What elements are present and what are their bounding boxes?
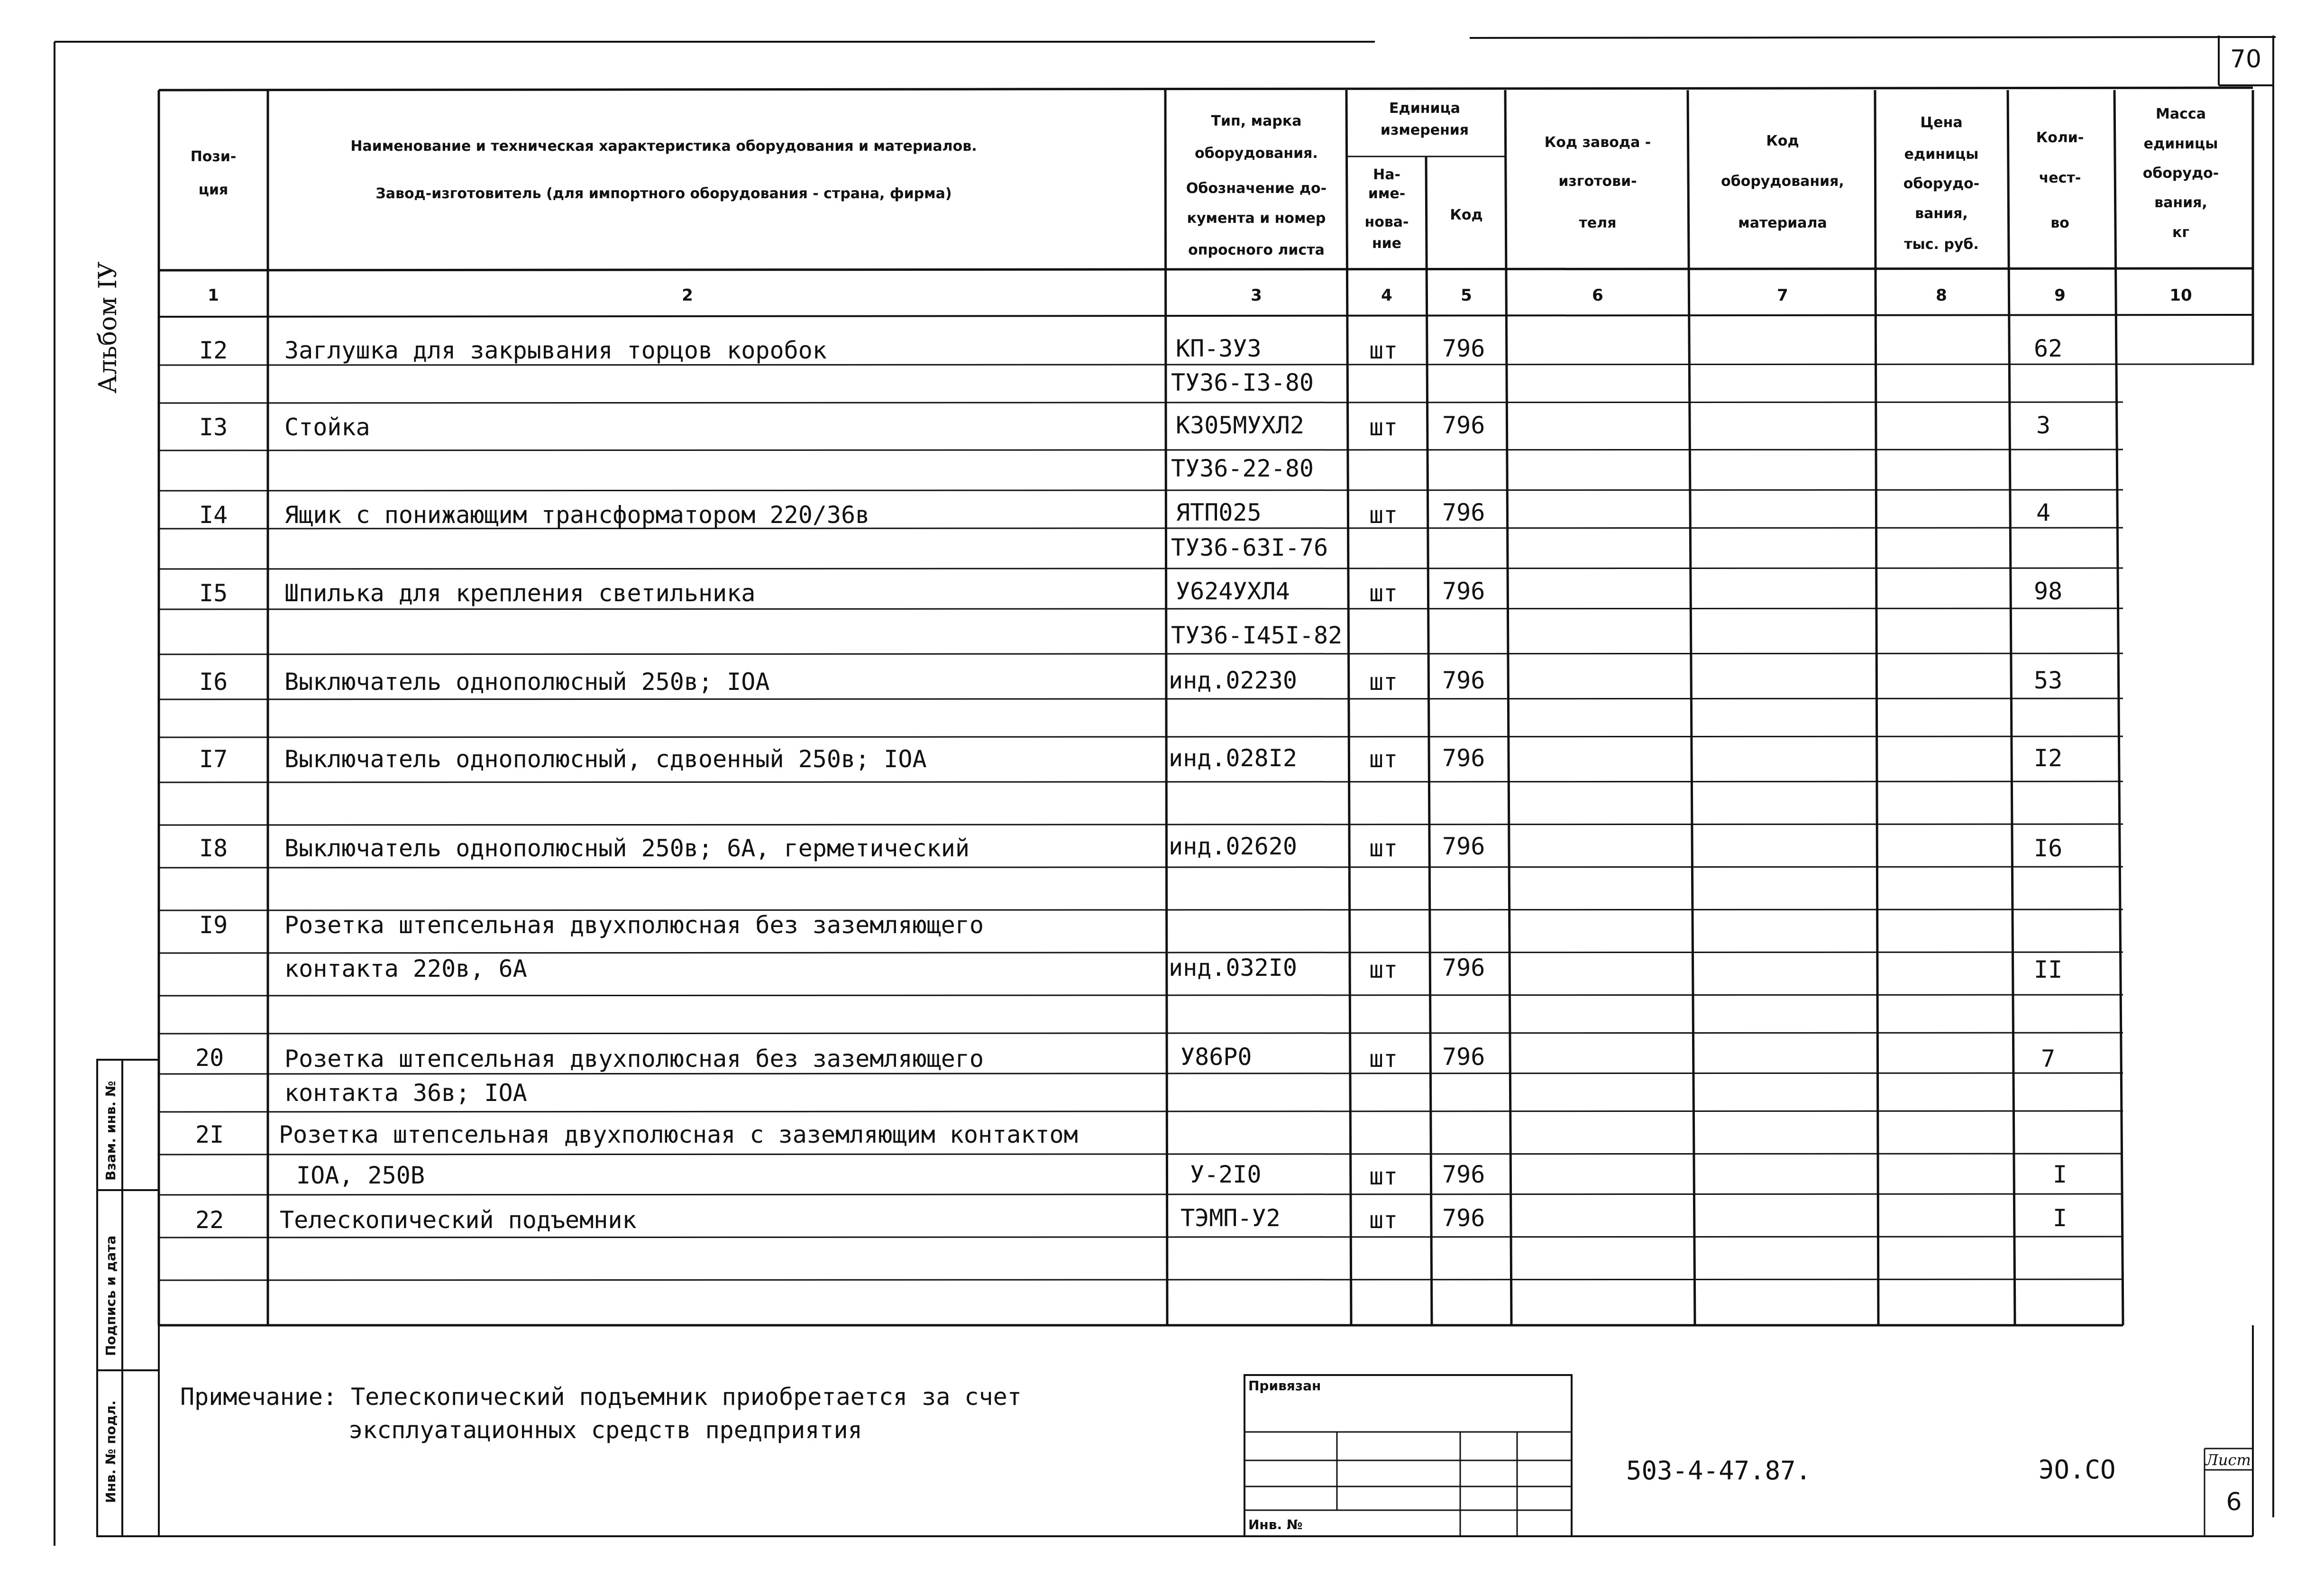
cell-pos: I9 — [199, 911, 228, 939]
cell-code: 796 — [1442, 667, 1485, 694]
stamp-inv-no: Инв. № — [1248, 1517, 1303, 1532]
cell-pos: I2 — [199, 337, 228, 364]
cell-type: ТЭМП-У2 — [1180, 1204, 1281, 1232]
cell-pos: I8 — [199, 835, 228, 862]
cell-unit: шт — [1369, 501, 1398, 529]
cell-name: Стойка — [284, 413, 370, 441]
cell-unit: шт — [1369, 579, 1398, 607]
cell-name: Шпилька для крепления светильника — [284, 579, 756, 607]
cell-name: Выключатель однополюсный 250в; 6А, герметический — [284, 835, 970, 862]
cell-type: инд.032I0 — [1169, 954, 1297, 981]
header-type-5: опросного листа — [1188, 242, 1325, 258]
cell-type: К305МУХЛ2 — [1176, 412, 1304, 439]
header-position-1: Пози- — [190, 148, 237, 165]
cell-type: инд.028I2 — [1169, 744, 1297, 772]
cell-type: ЯТП025 — [1176, 499, 1262, 526]
cell-type: ТУ36-22-80 — [1171, 455, 1314, 482]
col-num-4: 4 — [1381, 286, 1392, 305]
cell-type: ТУ36-I45I-82 — [1171, 622, 1343, 649]
table-row — [199, 335, 2062, 364]
header-type-2: оборудования. — [1195, 145, 1318, 162]
side-stamp-sign-date: Подпись и дата — [103, 1235, 119, 1356]
cell-name: Розетка штепсельная двухполюсная без заземляющего — [284, 911, 984, 939]
table-row — [199, 744, 2062, 773]
header-mass-3: оборудо- — [2142, 165, 2219, 182]
header-mass-4: вания, — [2154, 194, 2207, 211]
header-mass-2: единицы — [2143, 136, 2218, 152]
cell-code: 796 — [1442, 1043, 1485, 1071]
header-equipment-code-2: оборудования, — [1721, 173, 1844, 190]
table-row — [1171, 534, 1328, 561]
cell-pos: I4 — [199, 501, 228, 529]
header-unit-2: измерения — [1380, 122, 1469, 138]
header-unit-name-3: нова- — [1364, 214, 1409, 230]
header-equipment-code-3: материала — [1738, 215, 1827, 231]
header-factory-code-1: Код завода - — [1544, 134, 1651, 151]
cell-unit: шт — [1369, 1206, 1398, 1234]
col-num-10: 10 — [2169, 286, 2192, 305]
cell-pos: I3 — [199, 413, 228, 441]
cell-name: Заглушка для закрывания торцов коробок — [284, 337, 827, 364]
cell-type: У-2I0 — [1190, 1161, 1262, 1188]
cell-name: контакта 220в, 6А — [284, 955, 527, 982]
col-num-9: 9 — [2054, 286, 2066, 305]
cell-unit: шт — [1369, 745, 1398, 773]
cell-type: ТУ36-I3-80 — [1171, 369, 1314, 396]
note-line-2: эксплуатационных средств предприятия — [348, 1416, 862, 1444]
page-number: 70 — [2230, 45, 2262, 73]
header-equipment-code-1: Код — [1766, 133, 1799, 149]
table-row — [284, 954, 2062, 983]
table-header — [191, 100, 2219, 258]
header-type-4: кумента и номер — [1187, 210, 1326, 227]
cell-unit: шт — [1369, 835, 1398, 862]
cell-type: инд.02620 — [1169, 833, 1297, 860]
table-row — [1171, 455, 1314, 482]
col-num-8: 8 — [1936, 286, 1947, 305]
cell-pos: I5 — [199, 579, 228, 607]
cell-type: инд.02230 — [1169, 667, 1297, 694]
header-price-2: единицы — [1904, 146, 1979, 163]
header-unit-name-1: На- — [1373, 166, 1400, 183]
cell-code: 796 — [1442, 499, 1485, 526]
binding-stamp — [1244, 1375, 1572, 1536]
header-price-3: оборудо- — [1903, 175, 1980, 192]
cell-name: Выключатель однополюсный, сдвоенный 250в; IОА — [284, 745, 927, 773]
table-row — [195, 1121, 1078, 1148]
cell-name: Ящик с понижающим трансформатором 220/36в — [284, 501, 870, 529]
col-num-6: 6 — [1592, 286, 1603, 305]
header-price-4: вания, — [1915, 205, 1968, 222]
side-stamp-inv-orig: Инв. № подл. — [103, 1400, 119, 1503]
note-line-1: Телескопический подъемник приобретается за счет — [351, 1383, 1022, 1411]
cell-pos: I6 — [199, 668, 228, 696]
header-qty-1: Коли- — [2036, 129, 2084, 146]
header-qty-3: во — [2050, 215, 2069, 231]
cell-type: У86Р0 — [1180, 1043, 1252, 1071]
table-row — [296, 1161, 2067, 1190]
cell-pos: 2I — [195, 1121, 224, 1148]
header-unit-name-2: име- — [1368, 185, 1406, 202]
sheet-label: Лист — [2205, 1451, 2251, 1469]
header-factory-code-2: изготови- — [1558, 173, 1637, 190]
table-body — [195, 335, 2067, 1234]
column-numbers — [208, 286, 2192, 305]
cell-qty: 3 — [2036, 412, 2051, 439]
cell-qty: 62 — [2034, 335, 2063, 362]
header-factory-code-3: теля — [1579, 215, 1617, 231]
cell-unit: шт — [1369, 1163, 1398, 1190]
header-type-1: Тип, марка — [1211, 113, 1302, 129]
cell-name: Розетка штепсельная двухполюсная без заземляющего — [284, 1045, 984, 1073]
cell-qty: I2 — [2034, 744, 2063, 772]
header-type-3: Обозначение до- — [1186, 180, 1327, 197]
table-row — [195, 1043, 2055, 1073]
header-name-1: Наименование и техническая характеристика оборудования и материалов. — [350, 138, 977, 155]
cell-unit: шт — [1369, 337, 1398, 364]
header-unit-name-4: ние — [1372, 235, 1402, 252]
cell-unit: шт — [1369, 1045, 1398, 1073]
col-num-3: 3 — [1251, 286, 1262, 305]
cell-pos: I7 — [199, 745, 228, 773]
header-mass-1: Масса — [2156, 106, 2206, 122]
stamp-privyazan: Привязан — [1248, 1378, 1321, 1394]
table-row — [1171, 369, 1314, 396]
cell-qty: 53 — [2034, 667, 2063, 694]
cell-code: 796 — [1442, 578, 1485, 605]
note-label: Примечание: — [180, 1383, 338, 1411]
cell-type: ТУ36-63I-76 — [1171, 534, 1328, 561]
table-row — [199, 578, 2062, 607]
cell-code: 796 — [1442, 833, 1485, 860]
table-row — [284, 1079, 527, 1107]
cell-qty: I — [2053, 1161, 2068, 1188]
cell-qty: 98 — [2034, 578, 2063, 605]
cell-name: Телескопический подъемник — [280, 1206, 637, 1234]
cell-pos: 20 — [195, 1044, 224, 1072]
header-unit-code: Код — [1450, 207, 1483, 223]
col-num-2: 2 — [682, 286, 693, 305]
cell-name: IОА, 250В — [296, 1162, 425, 1189]
cell-type: КП-3У3 — [1176, 335, 1262, 362]
header-price-5: тыс. руб. — [1904, 236, 1979, 253]
header-mass-5: кг — [2172, 224, 2190, 241]
cell-name: Выключатель однополюсный 250в; IОА — [284, 668, 770, 696]
header-qty-2: чест- — [2039, 170, 2081, 186]
cell-code: 796 — [1442, 335, 1485, 362]
cell-qty: 4 — [2036, 499, 2051, 526]
table-row — [199, 833, 2062, 862]
note — [180, 1383, 1022, 1444]
cell-qty: 7 — [2041, 1045, 2056, 1073]
header-position-2: ция — [198, 182, 229, 198]
cell-type: У624УХЛ4 — [1176, 578, 1290, 605]
table-row — [199, 499, 2050, 529]
album-label: Альбом IУ — [94, 261, 122, 394]
sheet-number: 6 — [2226, 1488, 2242, 1516]
table-row — [199, 911, 984, 939]
col-num-5: 5 — [1461, 286, 1472, 305]
section-code: ЭО.СО — [2039, 1455, 2116, 1485]
table-row — [199, 412, 2050, 441]
sheet-box — [2205, 1449, 2253, 1536]
cell-unit: шт — [1369, 413, 1398, 441]
cell-code: 796 — [1442, 744, 1485, 772]
cell-qty: II — [2034, 956, 2063, 983]
table-row — [1171, 622, 1342, 649]
document-code: 503-4-47.87. — [1626, 1456, 1812, 1486]
col-num-7: 7 — [1777, 286, 1788, 305]
header-price-1: Цена — [1920, 114, 1963, 131]
table-row — [199, 667, 2062, 696]
cell-pos: 22 — [195, 1206, 224, 1234]
cell-qty: I — [2053, 1204, 2068, 1232]
cell-unit: шт — [1369, 668, 1398, 696]
table-row — [195, 1204, 2067, 1234]
cell-name: Розетка штепсельная двухполюсная с заземляющим контактом — [279, 1121, 1078, 1148]
col-num-1: 1 — [208, 286, 219, 305]
cell-code: 796 — [1442, 412, 1485, 439]
cell-code: 796 — [1442, 1161, 1485, 1188]
cell-code: 796 — [1442, 954, 1485, 981]
header-name-2: Завод-изготовитель (для импортного оборудования - страна, фирма) — [375, 185, 952, 202]
cell-unit: шт — [1369, 956, 1398, 983]
side-stamp-inv-vzam: Взам. инв. № — [103, 1081, 119, 1181]
cell-qty: I6 — [2034, 835, 2063, 862]
header-unit-1: Единица — [1389, 100, 1460, 117]
cell-code: 796 — [1442, 1204, 1485, 1232]
cell-name: контакта 36в; IОА — [284, 1079, 527, 1107]
side-stamp — [97, 1060, 159, 1536]
